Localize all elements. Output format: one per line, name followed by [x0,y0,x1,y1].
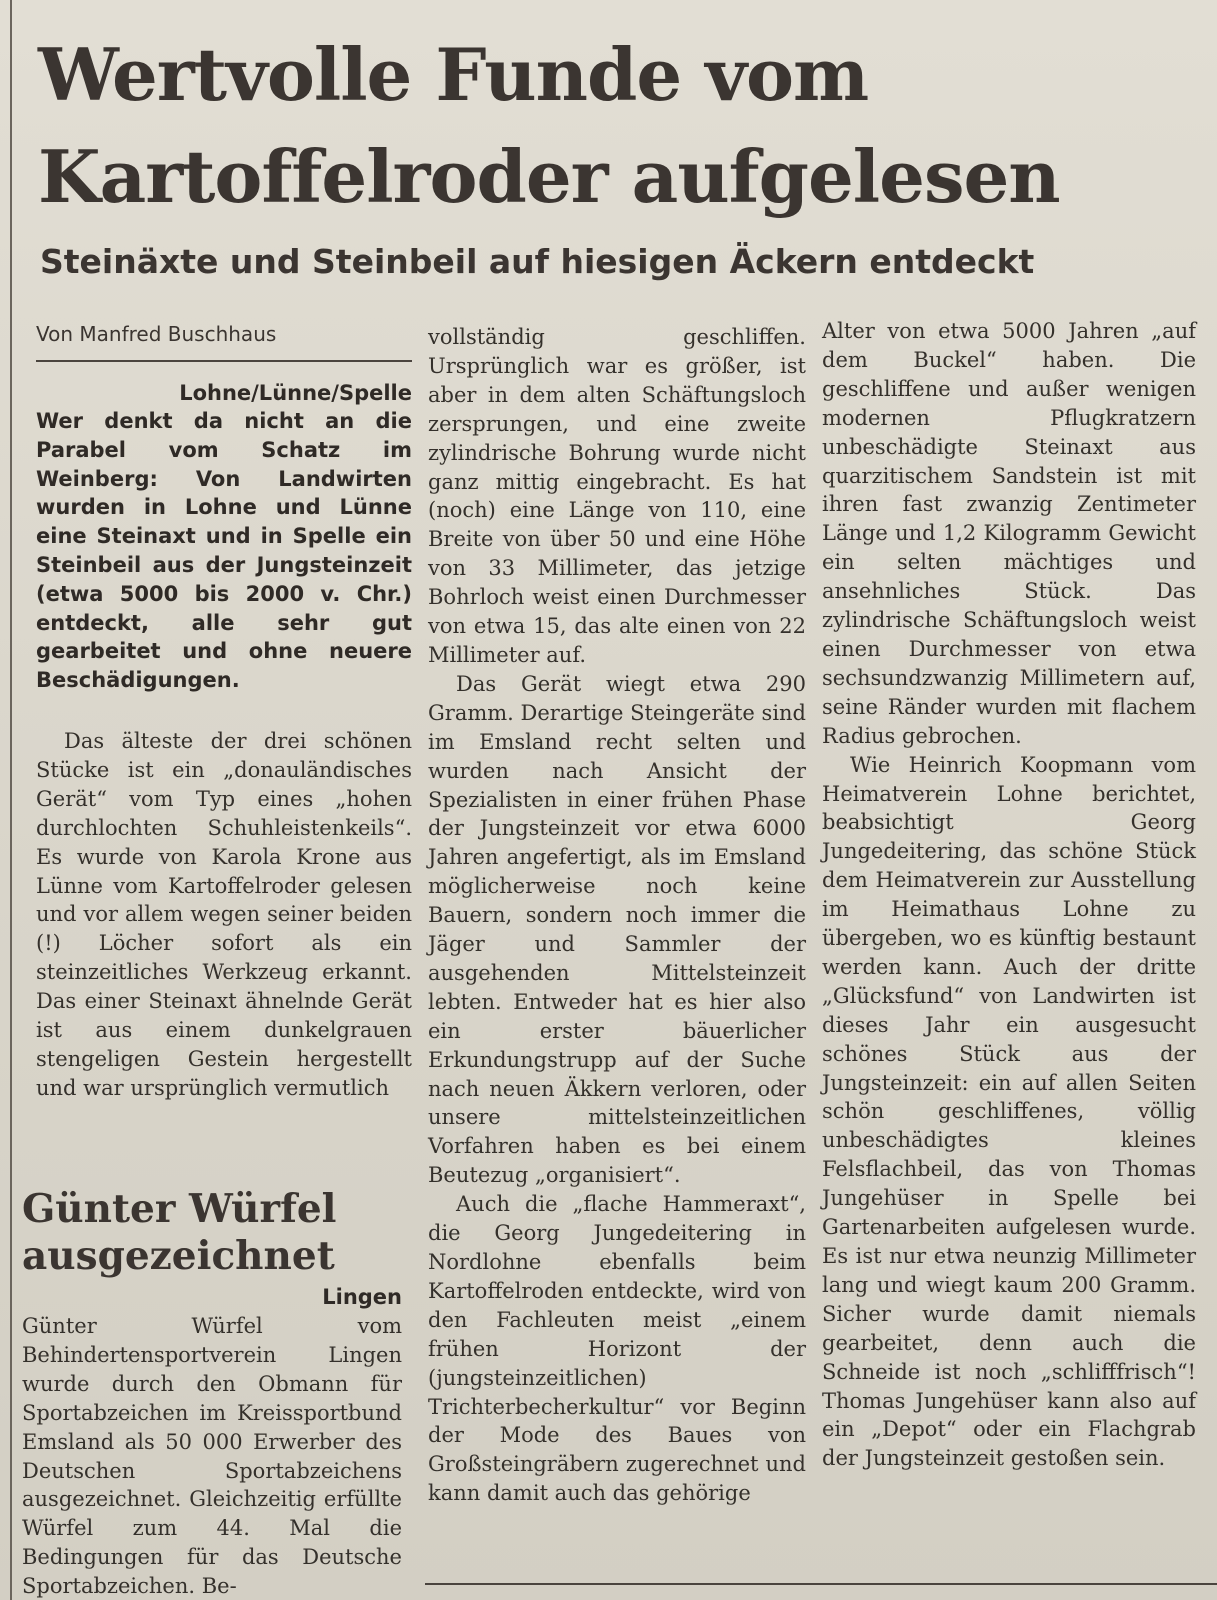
page-edge-line [10,0,12,1600]
article-headline [38,24,1198,228]
headline-line-2: Kartoffelroder aufgelesen [38,134,1060,219]
bottom-divider [425,1583,1217,1585]
column-2-paragraph-3: Auch die „flache Hammeraxt“, die Georg Jungedeitering in Nordlohne ebenfalls beim Kartoffelroden entdeckte, wird von den Fachleuten meist „einem frühen Horizont der (jungsteinzeitlichen) Trichterbecherkultur“ vor Beginn der Mode des Baues von Großsteingräbern zugerechnet und kann damit auch das gehörige [428,1192,806,1506]
column-2-paragraph-2: Das Gerät wiegt etwa 290 Gramm. Derartige Steingeräte sind im Emsland recht selten und wurden nach Ansicht der Spezialisten in einer frühen Phase der Jungsteinzeit vor etwa 6000 Jahren angefertigt, als im Emsland möglicherweise noch keine Bauern, sondern noch immer die Jäger und Sammler der ausgehenden Mittelsteinzeit lebten. Entweder hat es hier also ein erster bäuerlicher Erkundungstrupp auf der Suche nach neuen Äkkern verloren, oder unsere mittelsteinzeitlichen Vorfahren haben es bei einem Beutezug „organisiert“. [428,671,806,1188]
second-article-headline: Günter Würfel ausgezeichnet [22,1186,337,1279]
article-column-2 [428,323,806,1508]
byline: Von Manfred Buschhaus [36,322,277,346]
article-subheadline: Steinäxte und Steinbeil auf hiesigen Äckern entdeckt [40,242,1035,281]
article-column-1 [36,727,412,1103]
column-3-paragraph-2: Wie Heinrich Koopmann vom Heimatverein Lohne berichtet, beabsichtigt Georg Jungedeitering, das schöne Stück dem Heimatverein zur Ausstellung im Heimathaus Lohne zu übergeben, wo es künftig bestaunt werden kann. Auch der dritte „Glücksfund“ von Landwirten ist dieses Jahr ein ausgesucht schönes Stück aus der Jungsteinzeit: ein auf allen Seiten schön geschliffenes, völlig unbeschädigtes kleines Felsflachbeil, das von Thomas Jungehüser in Spelle bei Gartenarbeiten aufgelesen wurde. Es ist nur etwa neunzig Millimeter lang und wiegt kaum 200 Gramm. Sicher wurde damit niemals gearbeitet, denn auch die Schneide ist noch „schlifffrisch“! Thomas Jungehüser kann also auf ein „Depot“ oder ein Flachgrab der Jungsteinzeit gestoßen sein. [822,752,1196,1471]
article-column-3 [822,317,1196,1473]
byline-divider [36,360,412,362]
column-2-paragraph-1: vollständig geschliffen. Ursprünglich war es größer, ist aber in dem alten Schäftungsloch zersprungen, und eine zweite zylindrische Bohrung wurde nicht ganz mittig eingebracht. Es hat (noch) eine Länge von 110, eine Breite von über 50 und eine Höhe von 33 Millimeter, das jetzige Bohrloch weist einen Durchmesser von etwa 15, das alte einen von 22 Millimeter auf. [428,325,806,667]
column-3-paragraph-1: Alter von etwa 5000 Jahren „auf dem Buckel“ haben. Die geschliffene und außer wenigen modernen Pflugkratzern unbeschädigte Steinaxt aus quarzitischem Sandstein ist mit ihren fast zwanzig Zentimeter Länge und 1,2 Kilogramm Gewicht ein selten mächtiges und ansehnliches Stück. Das zylindrische Schäftungsloch weist einen Durchmesser von etwa sechsundzwanzig Millimetern auf, seine Ränder wurden mit flachem Radius gebrochen. [822,319,1196,748]
headline-line-1: Wertvolle Funde vom [38,32,869,117]
column-1-paragraph-1: Das älteste der drei schönen Stücke ist ein „donauländisches Gerät“ vom Typ eines „hohen durchlochten Schuhleistenkeils“. Es wurde von Karola Krone aus Lünne vom Kartoffelroder gelesen und vor allem wegen seiner beiden (!) Löcher sofort als ein steinzeitliches Werkzeug erkannt. Das einer Steinaxt ähnelnde Gerät ist aus einem dunkelgrauen stengeligen Gestein hergestellt und war ursprünglich vermutlich [36,729,412,1100]
article-lead: Wer denkt da nicht an die Parabel vom Schatz im Weinberg: Von Landwirten wurden in Lohne und Lünne eine Steinaxt und in Spelle ein Steinbeil aus der Jungsteinzeit (etwa 5000 bis 2000 v. Chr.) entdeckt, alle sehr gut gearbeitet und ohne neuere Beschädigungen. [36,409,412,693]
article-dateline: Lohne/Lünne/Spelle [179,381,412,405]
second-article-dateline: Lingen [322,1285,402,1309]
second-article-body: Günter Würfel vom Behindertensportverein Lingen wurde durch den Obmann für Sportabzeichen im Kreissportbund Emsland als 50 000 Erwerber des Deutschen Sportabzeichens ausgezeichnet. Gleichzeitig erfüllte Würfel zum 44. Mal die Bedingungen für das Deutsche Sportabzeichen. Be- [22,1314,402,1599]
